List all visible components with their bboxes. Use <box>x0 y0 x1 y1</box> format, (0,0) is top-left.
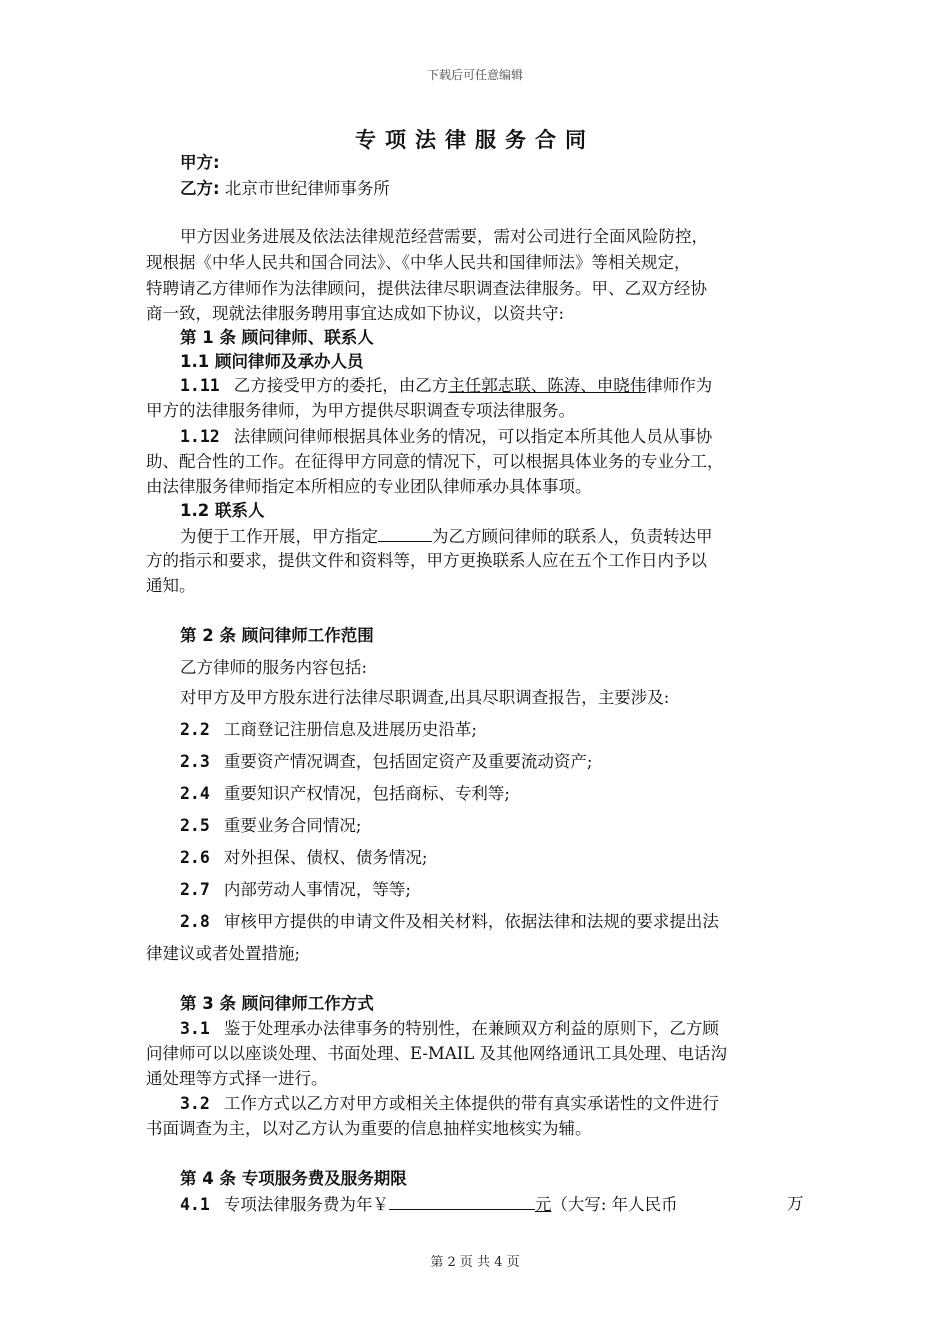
wan-unit: 万 <box>787 1194 804 1213</box>
item-number: 2.8 <box>180 912 210 931</box>
clause-3-1-line-2: 问律师可以以座谈处理、书面处理、E-MAIL 及其他网络通讯工具处理、电话沟 <box>146 1044 727 1063</box>
item-number: 2.5 <box>180 816 210 835</box>
intro-line-4: 商一致，现就法律服务聘用事宜达成如下协议，以资共守: <box>146 304 565 323</box>
item-text: 工商登记注册信息及进展历史沿革; <box>223 720 477 739</box>
clause-3-1 <box>180 1018 719 1040</box>
item-text: 重要业务合同情况; <box>223 816 362 835</box>
clause-1-11-line-2: 甲方的法律服务律师，为甲方提供尽职调查专项法律服务。 <box>146 401 575 420</box>
party-b-label: 乙方: <box>180 179 220 198</box>
intro-line-1: 甲方因业务进展及依法法律规范经营需要，需对公司进行全面风险防控， <box>180 227 708 246</box>
scope-item <box>180 815 361 837</box>
scope-item <box>180 719 477 741</box>
item-text: 对外担保、债权、债务情况; <box>223 848 428 867</box>
scope-item <box>180 879 411 901</box>
clause-number: 4.1 <box>180 1195 210 1214</box>
fee-amount-blank <box>389 1193 535 1210</box>
clause-3-2 <box>180 1093 719 1115</box>
clause-text: （大写: 年人民币 <box>551 1195 678 1214</box>
party-a-label: 甲方: <box>180 153 220 172</box>
item-number: 2.3 <box>180 752 210 771</box>
article-4-heading: 第 4 条 专项服务费及服务期限 <box>180 1169 407 1188</box>
article-2-intro-2: 对甲方及甲方股东进行法律尽职调查,出具尽职调查报告，主要涉及: <box>180 688 670 707</box>
clause-number: 1.11 <box>180 376 220 395</box>
item-number: 2.4 <box>180 784 210 803</box>
clause-text: 鉴于处理承办法律事务的特别性，在兼顾双方利益的原则下，乙方顾 <box>223 1019 719 1038</box>
page-header: 下载后可任意编辑 <box>426 68 523 82</box>
article-1-heading: 第 1 条 顾问律师、联系人 <box>180 328 374 347</box>
party-b-value: 北京市世纪律师事务所 <box>224 179 390 198</box>
section-1-1-heading: 1.1 顾问律师及承办人员 <box>180 352 364 371</box>
contact-blank <box>378 525 432 542</box>
clause-1-12-line-3: 由法律服务律师指定本所相应的专业团队律师承办具体事项。 <box>146 477 592 496</box>
page-footer: 第 2 页 共 4 页 <box>430 1255 520 1270</box>
article-2-intro-1: 乙方律师的服务内容包括: <box>180 658 368 677</box>
lawyer-names: 主任郭志联、陈涛、申晓伟 <box>448 376 647 395</box>
item-number: 2.7 <box>180 880 210 899</box>
scope-item-2-8-line-2: 律建议或者处置措施; <box>146 944 301 963</box>
item-text: 内部劳动人事情况，等等; <box>223 880 411 899</box>
clause-text: 法律顾问律师根据具体业务的情况，可以指定本所其他人员从事协 <box>233 427 713 446</box>
section-1-2-heading: 1.2 联系人 <box>180 501 265 520</box>
clause-text: 为便于工作开展，甲方指定 <box>180 527 378 546</box>
article-2-heading: 第 2 条 顾问律师工作范围 <box>180 626 374 645</box>
yuan-unit: 元 <box>534 1195 552 1214</box>
clause-1-11 <box>180 375 712 397</box>
clause-number: 1.12 <box>180 427 220 446</box>
clause-1-2-line-3: 通知。 <box>146 576 196 595</box>
item-text: 重要知识产权情况，包括商标、专利等; <box>223 784 510 803</box>
clause-1-12 <box>180 426 712 448</box>
party-b-line <box>180 178 390 200</box>
clause-text: 专项法律服务费为年￥ <box>223 1195 389 1214</box>
item-text: 审核甲方提供的申请文件及相关材料，依据法律和法规的要求提出法 <box>223 912 719 931</box>
contract-title: 专项法律服务合同 <box>355 128 595 152</box>
clause-number: 3.2 <box>180 1094 210 1113</box>
clause-4-1 <box>180 1193 678 1216</box>
item-number: 2.6 <box>180 848 210 867</box>
clause-3-2-line-2: 书面调查为主，以对乙方认为重要的信息抽样实地核实为辅。 <box>146 1119 592 1138</box>
clause-3-1-line-3: 通处理等方式择一进行。 <box>146 1069 328 1088</box>
clause-text: 律师作为 <box>646 376 713 395</box>
intro-line-2: 现根据《中华人民共和国合同法》、《中华人民共和国律师法》等相关规定， <box>146 253 691 272</box>
scope-item <box>180 751 592 773</box>
clause-1-2-line-2: 方的指示和要求，提供文件和资料等，甲方更换联系人应在五个工作日内予以 <box>146 551 707 570</box>
scope-item <box>180 847 427 869</box>
item-text: 重要资产情况调查，包括固定资产及重要流动资产; <box>223 752 593 771</box>
article-3-heading: 第 3 条 顾问律师工作方式 <box>180 994 374 1013</box>
clause-1-2 <box>180 525 713 548</box>
clause-1-12-line-2: 助、配合性的工作。在征得甲方同意的情况下，可以根据具体业务的专业分工， <box>146 452 724 471</box>
clause-number: 3.1 <box>180 1019 210 1038</box>
scope-item <box>180 911 719 933</box>
clause-text: 工作方式以乙方对甲方或相关主体提供的带有真实承诺性的文件进行 <box>223 1094 719 1113</box>
clause-text: 乙方接受甲方的委托，由乙方 <box>233 376 449 395</box>
clause-text: 为乙方顾问律师的联系人，负责转达甲 <box>432 527 713 546</box>
scope-item <box>180 783 510 805</box>
intro-line-3: 特聘请乙方律师作为法律顾问，提供法律尽职调查法律服务。甲、乙双方经协 <box>146 279 707 298</box>
item-number: 2.2 <box>180 720 210 739</box>
